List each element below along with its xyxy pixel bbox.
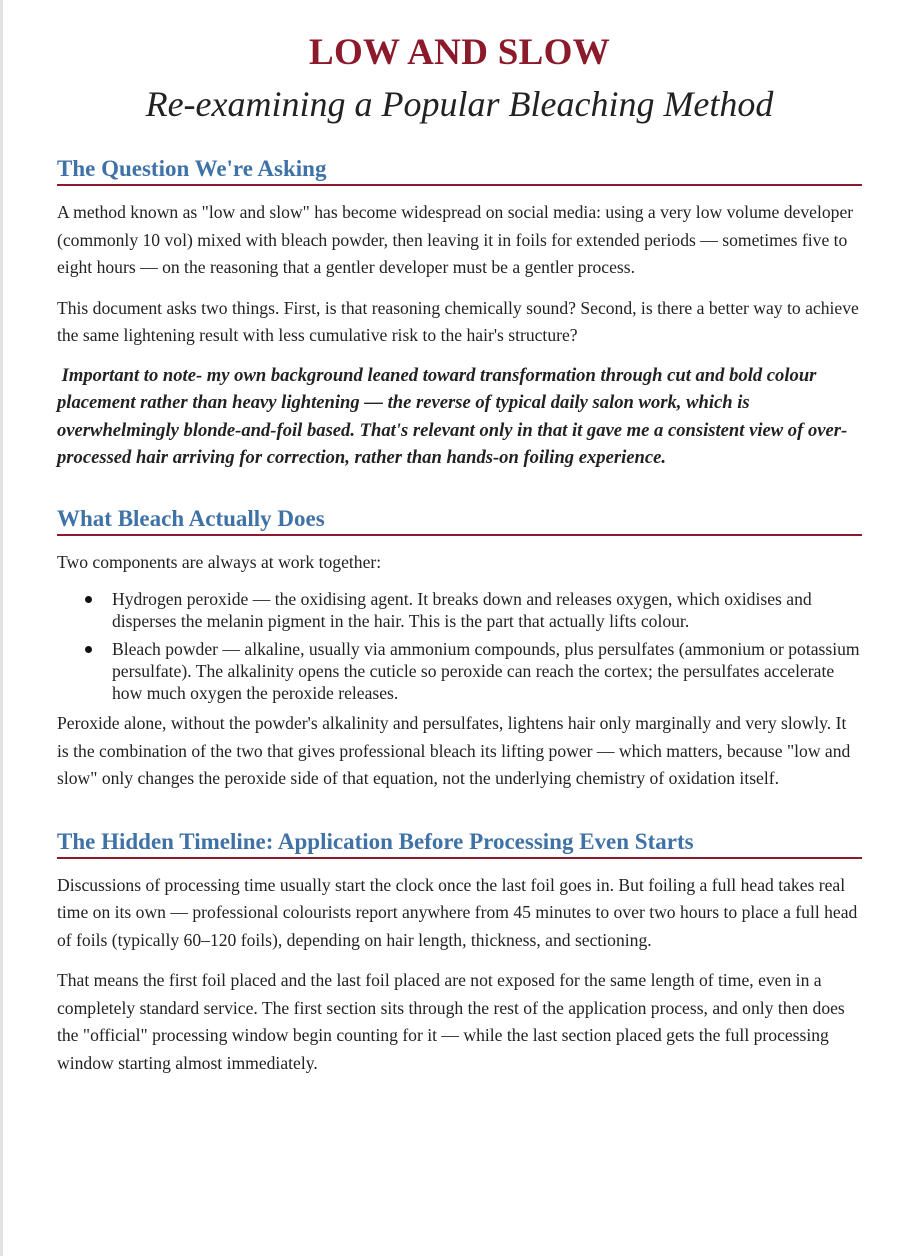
document-subtitle: Re-examining a Popular Bleaching Method [145,84,774,124]
paragraph: Discussions of processing time usually start the clock once the last foil goes in. But foiling a full head takes real time on its own — professional colourists report anywhere from 45 minutes to over two hours to place a full head of foils (typically 60–120 foils), depending on hair length, thickness, and sectioning. [57,874,858,950]
section-heading-timeline: The Hidden Timeline: Application Before Processing Even Starts [57,827,862,859]
paragraph: Peroxide alone, without the powder's alkalinity and persulfates, lightens hair only marginally and very slowly. It is the combination of the two that gives professional bleach its lifting power — which matters, because "low and slow" only changes the peroxide side of that equation, not the underlying chemistry of oxidation itself. [57,713,851,788]
document-page [57,28,862,1077]
bullet-icon [85,596,92,603]
list-item-text: Hydrogen peroxide — the oxidising agent. It breaks down and releases oxygen, which oxidises and disperses the melanin pigment in the hair. This is the part that actually lifts colour. [112,589,812,631]
list-item [112,588,862,632]
bullet-icon [85,646,92,653]
paragraph: This document asks two things. First, is that reasoning chemically sound? Second, is there a better way to achieve the same lightening result with less cumulative risk to the hair's structure? [57,297,859,345]
author-note: Important to note- my own background leaned toward transformation through cut and bold colour placement rather than heavy lightening — the reverse of typical daily salon work, which is overwhelmingly blonde-and-foil based. That's relevant only in that it gave me a consistent view of over-processed hair arriving for correction, rather than hands-on foiling experience. [57,364,848,468]
page-edge [0,0,3,1256]
section-heading-bleach: What Bleach Actually Does [57,504,862,536]
section-bleach [57,504,862,793]
component-list [57,588,862,704]
section-question [57,154,862,472]
document-title: LOW AND SLOW [308,32,611,73]
list-item [112,638,862,704]
section-timeline [57,827,862,1078]
list-item-text: Bleach powder — alkaline, usually via ammonium compounds, plus persulfates (ammonium or potassium persulfate). The alkalinity opens the cuticle so peroxide can reach the cortex; the persulfates accelerate how much oxygen the peroxide releases. [112,639,860,703]
paragraph: A method known as "low and slow" has become widespread on social media: using a very low volume developer (commonly 10 vol) mixed with bleach powder, then leaving it in foils for extended periods — sometimes five to eight hours — on the reasoning that a gentler developer must be a gentler process. [57,202,854,277]
section-heading-question: The Question We're Asking [57,154,862,186]
paragraph: That means the first foil placed and the last foil placed are not exposed for the same length of time, even in a completely standard service. The first section sits through the rest of the application process, and only then does the "official" processing window begin counting for it — while the last section placed gets the full processing window starting almost immediately. [57,970,845,1073]
section-intro: Two components are always at work together: [57,551,382,572]
